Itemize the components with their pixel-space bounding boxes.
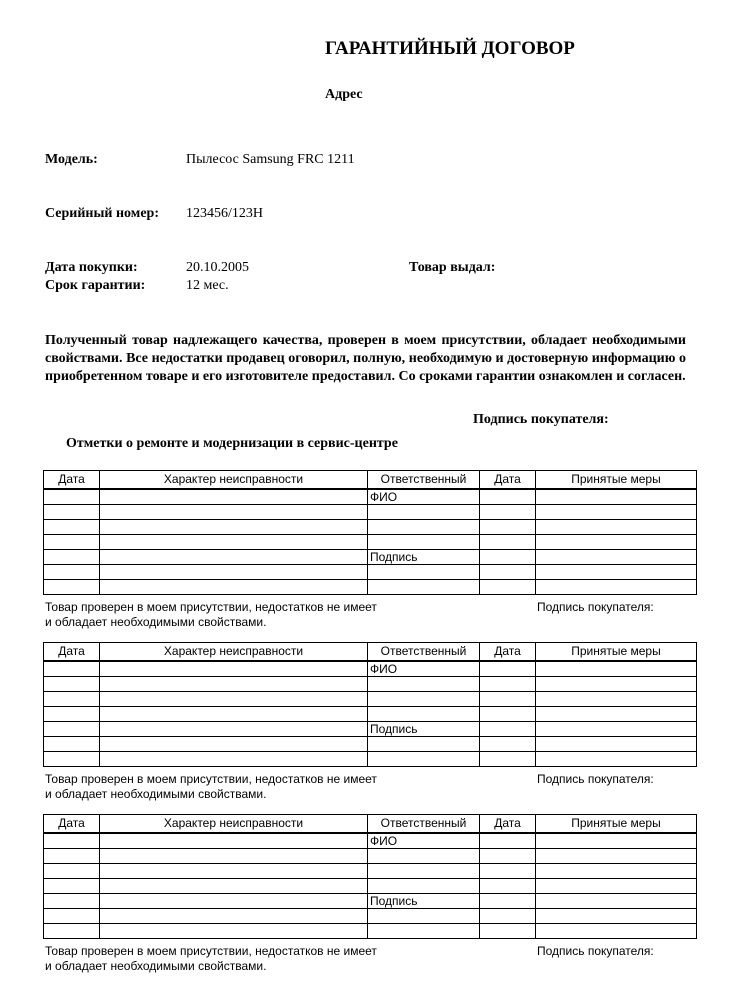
repair-note-line1: Товар проверен в моем присутствии, недостатков не имеет: [45, 600, 377, 614]
table-header-row: [44, 815, 697, 834]
issued-by-label: Товар выдал:: [409, 260, 496, 275]
table-row: [44, 737, 697, 752]
purchase-date-value: 20.10.2005: [186, 260, 249, 275]
header-measures: Принятые меры: [536, 471, 697, 490]
model-value: Пылесос Samsung FRC 1211: [186, 152, 355, 167]
repair-note-line1: Товар проверен в моем присутствии, недостатков не имеет: [45, 944, 377, 958]
header-date: Дата: [44, 643, 100, 662]
table-row: [44, 692, 697, 707]
table-header-row: [44, 471, 697, 490]
repair-note-line2: и обладает необходимыми свойствами.: [45, 787, 267, 801]
table-row: [44, 520, 697, 535]
header-fault: Характер неисправности: [100, 815, 368, 834]
repair-log-table: [43, 470, 697, 595]
warranty-period-value: 12 мес.: [186, 278, 229, 293]
header-measures: Принятые меры: [536, 815, 697, 834]
table-row: [44, 833, 697, 849]
repair-buyer-signature: Подпись покупателя:: [537, 944, 654, 958]
signature-label: Подпись: [368, 894, 480, 909]
buyer-signature-label: Подпись покупателя:: [473, 412, 609, 427]
table-row: [44, 489, 697, 505]
repair-note: [45, 772, 445, 802]
warranty-period-label: Срок гарантии:: [45, 278, 146, 293]
repair-note-line2: и обладает необходимыми свойствами.: [45, 959, 267, 973]
table-row: [44, 505, 697, 520]
fio-label: ФИО: [368, 489, 480, 505]
table-row: [44, 752, 697, 767]
table-row: [44, 580, 697, 595]
serial-value: 123456/123H: [186, 206, 263, 221]
acceptance-statement: Полученный товар надлежащего качества, проверен в моем присутствии, обладает необходимыми свойствами. Все недостатки продавец оговорил, полную, необходимую и достоверную информацию о приобретенном товаре и его изготовителе предоставил. Со сроками гарантии ознакомлен и согласен.: [45, 333, 686, 384]
repair-note: [45, 944, 445, 974]
signature-label: Подпись: [368, 722, 480, 737]
table-row: [44, 550, 697, 565]
repair-note-line1: Товар проверен в моем присутствии, недостатков не имеет: [45, 772, 377, 786]
header-fault: Характер неисправности: [100, 643, 368, 662]
document-title: ГАРАНТИЙНЫЙ ДОГОВОР: [325, 38, 575, 59]
repair-buyer-signature: Подпись покупателя:: [537, 600, 654, 614]
header-responsible: Ответственный: [368, 643, 480, 662]
table-header-row: [44, 643, 697, 662]
header-date-2: Дата: [480, 815, 536, 834]
fio-label: ФИО: [368, 833, 480, 849]
table-row: [44, 535, 697, 550]
table-row: [44, 879, 697, 894]
table-row: [44, 894, 697, 909]
table-row: [44, 677, 697, 692]
table-row: [44, 849, 697, 864]
address-label: Адрес: [325, 87, 363, 102]
header-responsible: Ответственный: [368, 815, 480, 834]
serial-label: Серийный номер:: [45, 206, 159, 221]
table-row: [44, 707, 697, 722]
header-date: Дата: [44, 815, 100, 834]
table-row: [44, 722, 697, 737]
header-date: Дата: [44, 471, 100, 490]
fio-label: ФИО: [368, 661, 480, 677]
repair-log-table: [43, 814, 697, 939]
header-measures: Принятые меры: [536, 643, 697, 662]
header-date-2: Дата: [480, 643, 536, 662]
repair-log-table: [43, 642, 697, 767]
signature-label: Подпись: [368, 550, 480, 565]
repair-note-line2: и обладает необходимыми свойствами.: [45, 615, 267, 629]
table-row: [44, 661, 697, 677]
table-row: [44, 924, 697, 939]
header-date-2: Дата: [480, 471, 536, 490]
repair-note: [45, 600, 445, 630]
service-heading: Отметки о ремонте и модернизации в сервис-центре: [66, 436, 398, 451]
repair-buyer-signature: Подпись покупателя:: [537, 772, 654, 786]
header-responsible: Ответственный: [368, 471, 480, 490]
table-row: [44, 864, 697, 879]
header-fault: Характер неисправности: [100, 471, 368, 490]
table-row: [44, 909, 697, 924]
model-label: Модель:: [45, 152, 98, 167]
purchase-date-label: Дата покупки:: [45, 260, 138, 275]
table-row: [44, 565, 697, 580]
